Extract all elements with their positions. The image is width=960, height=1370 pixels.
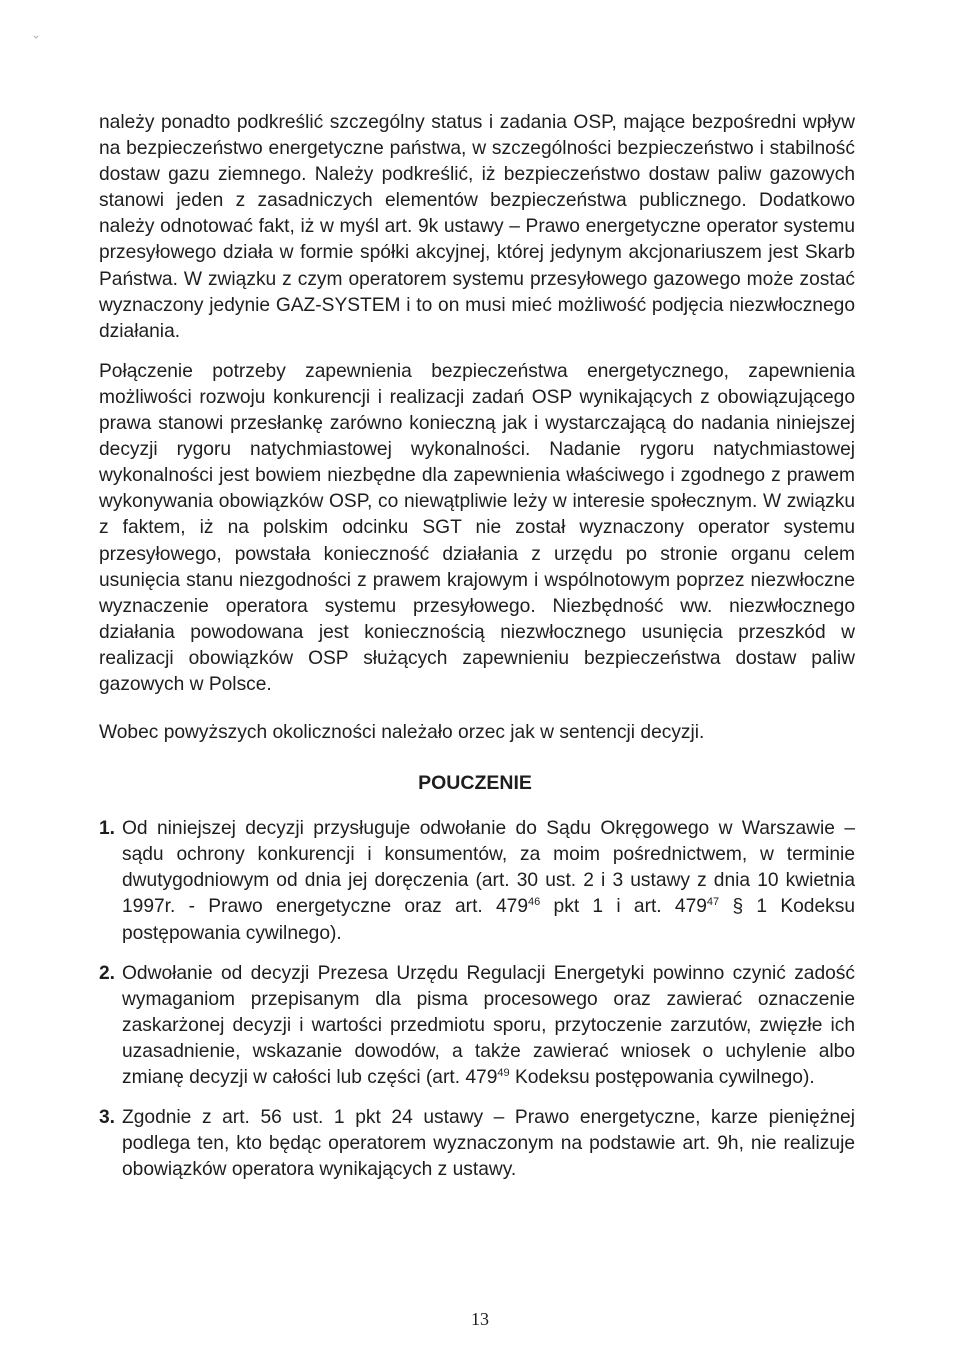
list-item-number: 1. [99,818,116,840]
superscript: 49 [497,1067,510,1079]
list-item-text: Zgodnie z art. 56 ust. 1 pkt 24 ustawy – Prawo energetyczne, karze pieniężnej podlega ten, kto będąc operatorem wyznaczonym na podstawie art. 9h, nie realizuje obowiązków operatora wynikających z ustawy. [122,1107,855,1181]
paragraph-conclusion: Wobec powyższych okoliczności należało orzec jak w sentencji decyzji. [99,722,705,744]
list-item [99,816,855,946]
superscript: 47 [706,896,720,909]
list-item-text: Odwołanie od decyzji Prezesa Urzędu Regulacji Energetyki powinno czynić zadość wymaganiom przepisanym dla pisma procesowego oraz zawierać oznaczenie zaskarżonej decyzji i wartości przedmiotu sporu, przytoczenie zarzutów, zwięzłe ich uzasadnienie, wskazanie dowodów, a także zawierać wniosek o uchylenie albo zmianę decyzji w całości lub części (art. $479^{49}$ Kodeksu postępowania cywilnego). [122,962,855,1088]
list-item-text: Od niniejszej decyzji przysługuje odwołanie do Sądu Okręgowego w Warszawie – sądu ochrony konkurencji i konsumentów, za moim pośrednictwem, w terminie dwutygodniowym od dnia jej doręczenia (art. 30 ust. 2 i 3 ustawy z dnia 10 kwietnia 1997r. - Prawo energetyczne oraz art. $479^{46}$ pkt 1 i art. $479^{47}$ § 1 Kodeksu postępowania cywilnego). [122,818,856,944]
superscript: 46 [528,896,541,909]
page-number: 13 [471,1309,489,1329]
document-page [99,110,855,1197]
list-item-number: 2. [99,962,116,984]
paragraph-justification: Połączenie potrzeby zapewnienia bezpieczeństwa energetycznego, zapewnienia możliwości rozwoju konkurencji i realizacji zadań OSP wynikających z obowiązującego prawa stanowi przesłankę zarówno konieczną jak i wystarczającą do nadania niniejszej decyzji rygoru natychmiastowej wykonalności. Nadanie rygoru natychmiastowej wykonalności jest bowiem niezbędne dla zapewnienia właściwego i zgodnego z prawem wykonywania obowiązków OSP, co niewątpliwie leży w interesie społecznym. W związku z faktem, iż na polskim odcinku SGT nie został wyznaczony operator systemu przesyłowego, powstała konieczność działania z urzędu po stronie organu celem usunięcia stanu niezgodności z prawem krajowym i wspólnotowym poprzez niezwłoczne wyznaczenie operatora systemu przesyłowego. Niezbędność ww. niezwłocznego działania powodowana jest koniecznością niezwłocznego usunięcia przeszkód w realizacji obowiązków OSP służących zapewnieniu bezpieczeństwa dostaw paliw gazowych w Polsce. [99,360,855,695]
scan-artifact-icon [33,27,39,32]
list-item [99,961,855,1091]
paragraph-osp-status: należy ponadto podkreślić szczególny status i zadania OSP, mające bezpośredni wpływ na bezpieczeństwo energetyczne państwa, w szczególności bezpieczeństwo i stabilność dostaw gazu ziemnego. Należy podkreślić, iż bezpieczeństwo dostaw paliw gazowych stanowi jeden z zasadniczych elementów bezpieczeństwa publicznego. Dodatkowo należy odnotować fakt, iż w myśl art. 9k ustawy – Prawo energetyczne operator systemu przesyłowego działa w formie spółki akcyjnej, której jedynym akcjonariuszem jest Skarb Państwa. W związku z czym operatorem systemu przesyłowego gazowego może zostać wyznaczony jedynie GAZ-SYSTEM i to on musi mieć możliwość podjęcia niezwłocznego działania. [99,112,855,342]
list-item-number: 3. [99,1107,116,1129]
instruction-list [99,816,855,1183]
section-heading-pouczenie: POUCZENIE [418,772,532,795]
list-item [99,1105,855,1183]
